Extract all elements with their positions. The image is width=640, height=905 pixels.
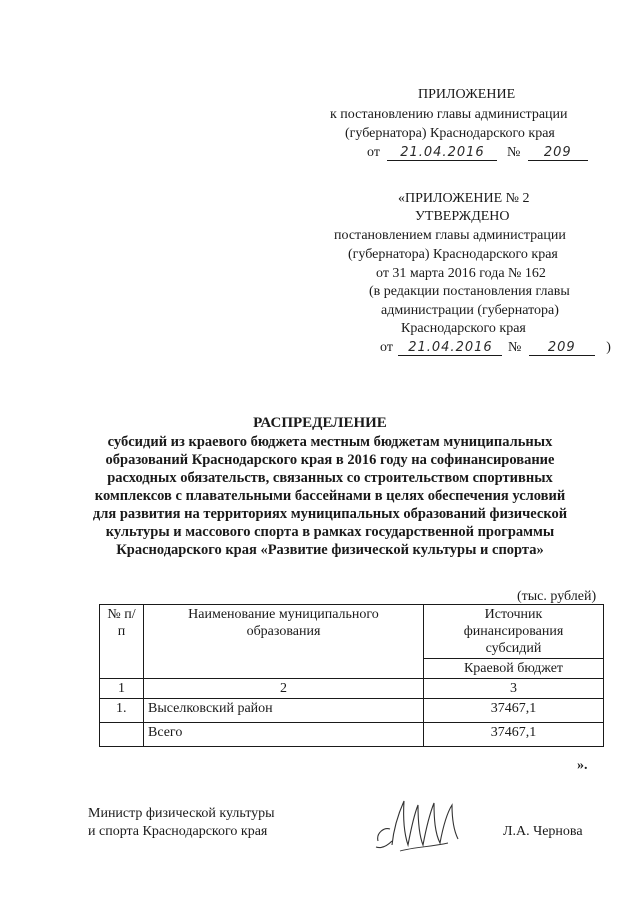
appendix-title: ПРИЛОЖЕНИЕ (418, 87, 516, 102)
row-name: Всего (144, 723, 424, 747)
row-value: 37467,1 (424, 723, 604, 747)
approved-from-label: от (380, 340, 393, 355)
approved-line-1: постановлением главы администрации (334, 228, 566, 243)
row-name: Выселковский район (144, 699, 424, 723)
description-line: Краснодарского края «Развитие физической культуры и спорта» (116, 542, 544, 558)
signer-name: Л.А. Чернова (503, 824, 583, 839)
index-cell: 3 (424, 679, 604, 699)
approved-handwritten-date: 21.04.2016 (398, 340, 502, 356)
description-line: субсидий из краевого бюджета местным бюджетам муниципальных (107, 434, 553, 450)
header-budget: Краевой бюджет (424, 659, 604, 679)
approved-line-2: (губернатора) Краснодарского края (348, 247, 558, 262)
index-cell: 1 (100, 679, 144, 699)
approved-line-3: от 31 марта 2016 года № 162 (376, 266, 546, 281)
approved-line-5: администрации (губернатора) (381, 303, 559, 318)
table-row (100, 699, 604, 723)
header-name: Наименование муниципального образования (144, 605, 424, 679)
distribution-description (60, 433, 600, 559)
handwritten-date: 21.04.2016 (387, 145, 497, 161)
description-line: образований Краснодарского края в 2016 году на софинансирование (105, 452, 555, 468)
index-cell: 2 (144, 679, 424, 699)
description-line: расходных обязательств, связанных со строительством спортивных (107, 470, 553, 486)
row-num: 1. (100, 699, 144, 723)
closing-mark: ». (577, 758, 588, 773)
row-value: 37467,1 (424, 699, 604, 723)
handwritten-number: 209 (528, 145, 588, 161)
units-label: (тыс. рублей) (517, 589, 597, 604)
approved-line-6: Краснодарского края (401, 321, 526, 336)
description-line: культуры и массового спорта в рамках государственной программы (105, 524, 555, 540)
approved-handwritten-number: 209 (529, 340, 595, 356)
handwritten-signature-icon (370, 785, 470, 865)
approved-closing-paren: ) (606, 340, 611, 355)
number-label: № (506, 145, 521, 160)
distribution-title: РАСПРЕДЕЛЕНИЕ (253, 415, 387, 431)
from-label: от (367, 145, 380, 160)
distribution-table (99, 604, 604, 747)
appendix-line-2: (губернатора) Краснодарского края (345, 126, 555, 141)
description-line: для развития на территориях муниципальных образований физической (92, 506, 568, 522)
appendix-date-line (367, 144, 588, 161)
signer-position-line-2: и спорта Краснодарского края (88, 824, 268, 839)
row-num (100, 723, 144, 747)
header-num: № п/п (100, 605, 144, 679)
approved-label: УТВЕРЖДЕНО (415, 209, 510, 224)
description-line: комплексов с плавательными бассейнами в целях обеспечения условий (94, 488, 566, 504)
header-source: Источник финансирования субсидий (424, 605, 604, 659)
approved-number-label: № (507, 340, 522, 355)
table-row (100, 723, 604, 747)
approved-line-4: (в редакции постановления главы (369, 284, 570, 299)
signer-position-line-1: Министр физической культуры (88, 806, 275, 821)
appendix-line-1: к постановлению главы администрации (330, 107, 568, 122)
approved-date-line (380, 339, 611, 356)
approved-title: «ПРИЛОЖЕНИЕ № 2 (398, 191, 530, 206)
